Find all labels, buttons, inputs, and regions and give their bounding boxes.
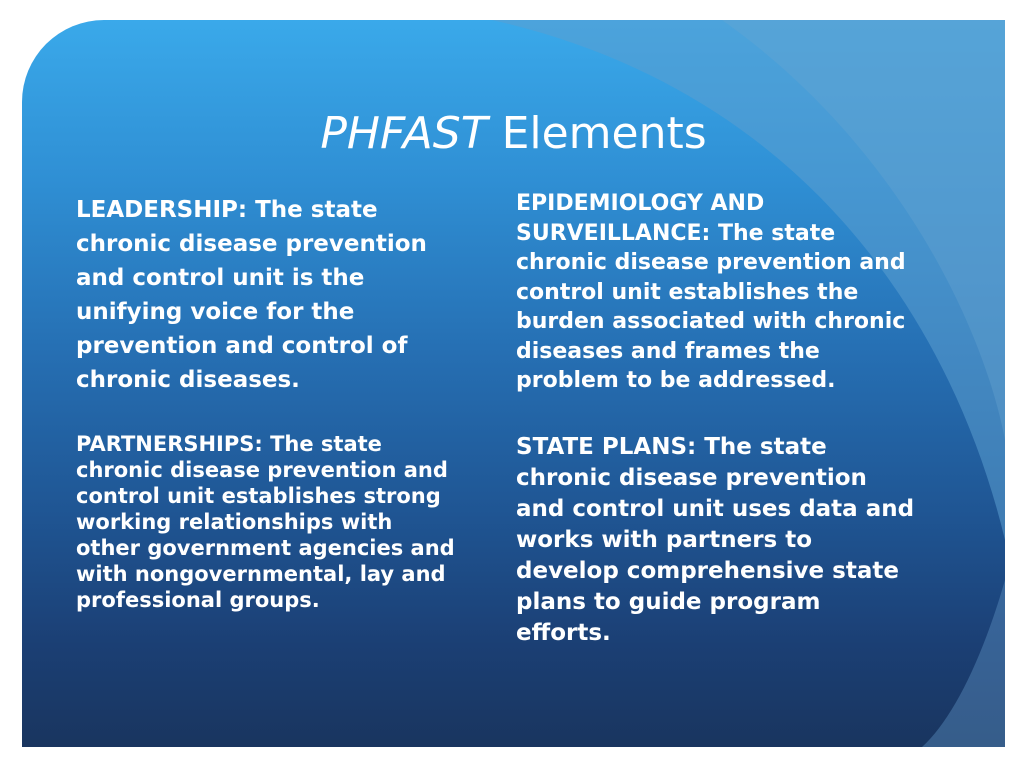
epidemiology-text: EPIDEMIOLOGY AND SURVEILLANCE: The state chronic disease prevention and control unit establishes the burden associated with chronic diseases and frames the problem to be addressed. <box>516 191 906 393</box>
title-acronym: PHFAST <box>320 108 488 159</box>
partnerships-text: PARTNERSHIPS: The state chronic disease prevention and control unit establishes strong working relationships with other government agencies and with nongovernmental, lay and professional groups. <box>76 432 455 612</box>
state-plans-text: STATE PLANS: The state chronic disease prevention and control unit uses data and works with partners to develop comprehensive state plans to guide program efforts. <box>516 434 915 646</box>
title-rest: Elements <box>487 108 707 159</box>
leadership-text: LEADERSHIP: The state chronic disease prevention and control unit is the unifying voice for the prevention and control of chronic diseases. <box>76 197 427 393</box>
slide-title <box>22 108 1005 161</box>
swoosh-lower <box>922 580 1005 747</box>
